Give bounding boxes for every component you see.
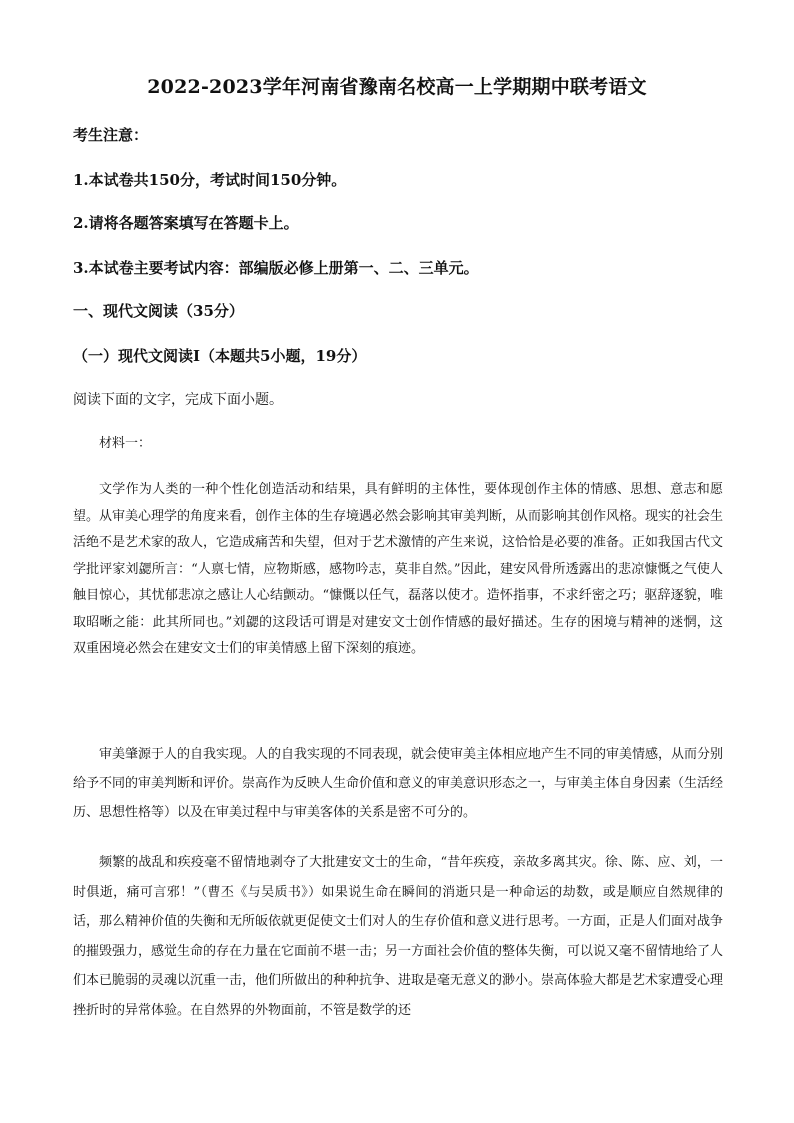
material-paragraph: 审美肇源于人的自我实现。人的自我实现的不同表现，就会使审美主体相应地产生不同的审美情感，从而分别给予不同的审美判断和评价。崇高作为反映人生命价值和意义的审美意识形态之一，与审美主体自身因素（生活经历、思想性格等）以及在审美过程中与审美客体的关系是密不可分的。	[73, 747, 724, 820]
subsection-heading: （一）现代文阅读Ⅰ（本题共5小题，19分）	[73, 347, 367, 365]
section-heading: 一、现代文阅读（35分）	[73, 302, 244, 320]
reading-instruction: 阅读下面的文字，完成下面小题。	[73, 392, 283, 408]
material-paragraph: 文学作为人类的一种个性化创造活动和结果，具有鲜明的主体性，要体现创作主体的情感、思想、意志和愿望。从审美心理学的角度来看，创作主体的生存境遇必然会影响其审美判断，从而影响其创作风格。现实的社会生活绝不是艺术家的敌人，它造成痛苦和失望，但对于艺术激情的产生来说，这恰恰是必要的准备。正如我国古代文学批评家刘勰所言：“人禀七情，应物斯感，感物吟志，莫非自然。”因此，建安风骨所透露出的悲凉慷慨之气使人触目惊心，其忧郁悲凉之感让人心结颤动。“慷慨以任气，磊落以使才。造怀指事，不求纤密之巧；驱辞逐貌，唯取昭晰之能：此其所同也。”刘勰的这段话可谓是对建安文士创作情感的最好描述。生存的困境与精神的迷惘，这双重困境必然会在建安文士们的审美情感上留下深刻的痕迹。	[73, 482, 724, 656]
material-label: 材料一：	[99, 436, 152, 451]
notice-item-1: 1.本试卷共150分，考试时间150分钟。	[73, 171, 347, 189]
notice-item-3: 3.本试卷主要考试内容：部编版必修上册第一、二、三单元。	[73, 259, 479, 277]
notice-heading: 考生注意：	[73, 126, 149, 144]
page-title: 2022-2023学年河南省豫南名校高一上学期期中联考语文	[147, 76, 647, 98]
material-paragraph: 频繁的战乱和疾疫毫不留情地剥夺了大批建安文士的生命，“昔年疾疫，亲故多离其灾。徐、陈、应、刘，一时俱逝，痛可言邪！”（曹丕《与吴质书》）如果说生命在瞬间的消逝只是一种命运的劫数，或是顺应自然规律的话，那么精神价值的失衡和无所皈依就更促使文士们对人的生存价值和意义进行思考。一方面，正是人们面对战争的摧毁强力，感觉生命的存在力量在它面前不堪一击；另一方面社会价值的整体失衡，可以说又毫不留情地给了人们本已脆弱的灵魂以沉重一击，他们所做出的种种抗争、进取是毫无意义的渺小。崇高体验大都是艺术家遭受心理挫折时的异常体验。在自然界的外物面前，不管是数学的还	[73, 855, 724, 1018]
notice-item-2: 2.请将各题答案填写在答题卡上。	[73, 214, 299, 232]
